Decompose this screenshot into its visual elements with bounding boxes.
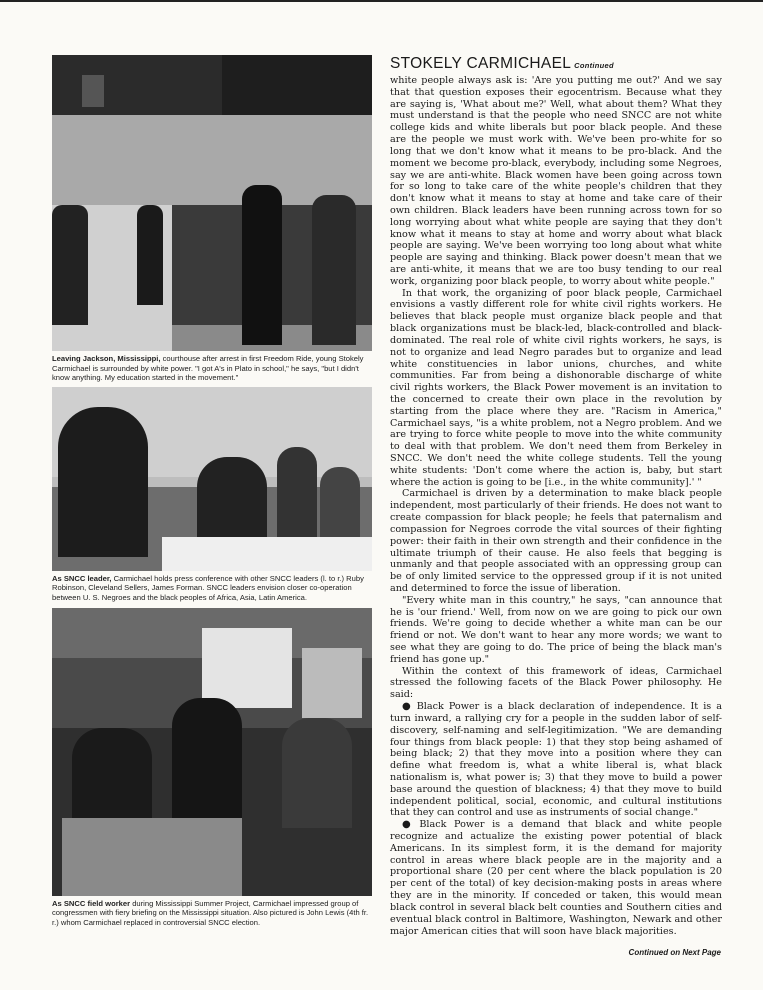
headline-title: STOKELY CARMICHAEL (390, 55, 572, 72)
paragraph: Carmichael is driven by a determination to make black people independent, most particularly of their friends. He does not want to create compassion for black people; he feels that paternalism and compassion for Negroes corrode the vital sources of their fighting power: their faith in their own strength and their confidence in the ultimate triumph of their cause. He also feels that begging is unmanly and that people associated with an oppressing group can be of only limited service to the oppressed group if it is not united and determined to force the issue of liberation. (390, 488, 722, 594)
article-column (390, 55, 722, 937)
photo-courthouse (52, 55, 372, 351)
bullet-icon: ● (402, 701, 413, 713)
bullet-icon: ● (402, 819, 416, 831)
paragraph: In that work, the organizing of poor black people, Carmichael envisions a vastly different role for white civil rights workers. He believes that black people must organize black people and that black organizations must be black-led, black-controlled and black-dominated. The real role of white civil rights workers, he says, is not to organize and lead Negro parades but to organize and lead white constituencies in labor unions, churches, and white communities. Far from being a dishonorable discharge of white civil rights workers, the Black Power movement is an invitation to the concerned to create their own place in the revolution by starting from the place where they are. "Racism in America," Carmichael says, "is a white problem, not a Negro problem. And we are trying to force white people to move into the white community to deal with that problem. We don't need them from Berkeley in SNCC. We don't need the white college students. Tell the young white students: 'Don't come where the action is, baby, but start where the action is going to be [i.e., in the white community].' " (390, 287, 722, 488)
article-body (390, 75, 722, 937)
photo-caption-courthouse: Leaving Jackson, Mississippi, courthouse after arrest in first Freedom Ride, young Stokely Carmichael is surrounded by white power. "I got A's in Plato in school," he says, "but I didn't know anything. My education started in the movement." (52, 354, 364, 383)
paragraph: white people always ask is: 'Are you putting me out?' And we say that that question exposes their egocentrism. Because what they are saying is, 'What about me?' Well, what about them? What they must understand is that the people who need SNCC are not white college kids and white liberals but poor black people. And these are the people we must work with. We've been pro-white for so long that we don't know what it means to be pro-black. And the moment we become pro-black, everybody, including some Negroes, say we are anti-white. Black women have been going across town for so long to take care of the white people's children that they don't know what it means to stay at home and take care of their own children. Black leaders have been running across town for so long worrying about what white people are saying that they don't know what it means to stay at home and worry about what black people are saying. We've been worrying too long about what white people are saying and thinking. Black power doesn't mean that we are anti-white, it means that we are too busy tending to our real work, organizing poor black people, to worry about white people." (390, 75, 722, 287)
paragraph: Within the context of this framework of ideas, Carmichael stressed the following facets of the Black Power philosophy. He said: (390, 665, 722, 701)
photo-column (52, 55, 372, 927)
headline (390, 55, 722, 73)
top-rule (0, 0, 763, 8)
photo-field-worker (52, 608, 372, 896)
continued-next-page: Continued on Next Page (628, 948, 721, 957)
bullet-paragraph: ● Black Power is a demand that black and white people recognize and actualize the existing power potential of black Americans. In its simplest form, it is the demand for majority control in areas where black people are in the majority and a proportional share (20 per cent where the black population is 20 per cent of the total) of key decision-making posts in areas where they are in the minority. If conceded or taken, this would mean black control in several black belt counties and Southern cities and eventual black control in Baltimore, Washington, Newark and other major American cities that will soon have black majorities. (390, 819, 723, 937)
photo-press-conference (52, 387, 372, 571)
paragraph: "Every white man in this country," he says, "can announce that he is 'our friend.' Well, from now on we are going to pick our own friends. We're going to decide whether a white man can be our friend or not. We don't want to hear any more words; we want to see what they are going to do. The price of being the black man's friend has gone up." (390, 594, 722, 665)
headline-continued: Continued (574, 61, 614, 70)
photo-caption-field-worker: As SNCC field worker during Mississippi Summer Project, Carmichael impressed group of congressmen with fiery briefing on the Mississippi situation. Also pictured is John Lewis (4th fr. r.) whom Carmichael replaced in controversial SNCC election. (52, 898, 369, 927)
bullet-paragraph: ● Black Power is a black declaration of independence. It is a turn inward, a rallying cry for a people in the sudden labor of self-discovery, self-naming and self-legitimization. "We are demanding four things from black people: 1) that they stop being ashamed of being black; 2) that they move into a position where they can define what freedom is, what a white liberal is, what black nationalism is, what power is; 3) that they move to build a power base around the question of blackness; 4) that they move to build independent political, social, economic, and cultural institutions that they can control and use as instruments of social change." (390, 701, 722, 819)
photo-caption-press-conference: As SNCC leader, Carmichael holds press conference with other SNCC leaders (l. to r.) Ruby Robinson, Cleveland Sellers, James Forman. SNCC leaders envision closer co-operation between U. S. Negroes and the black peoples of Africa, Asia, Latin America. (52, 573, 364, 602)
